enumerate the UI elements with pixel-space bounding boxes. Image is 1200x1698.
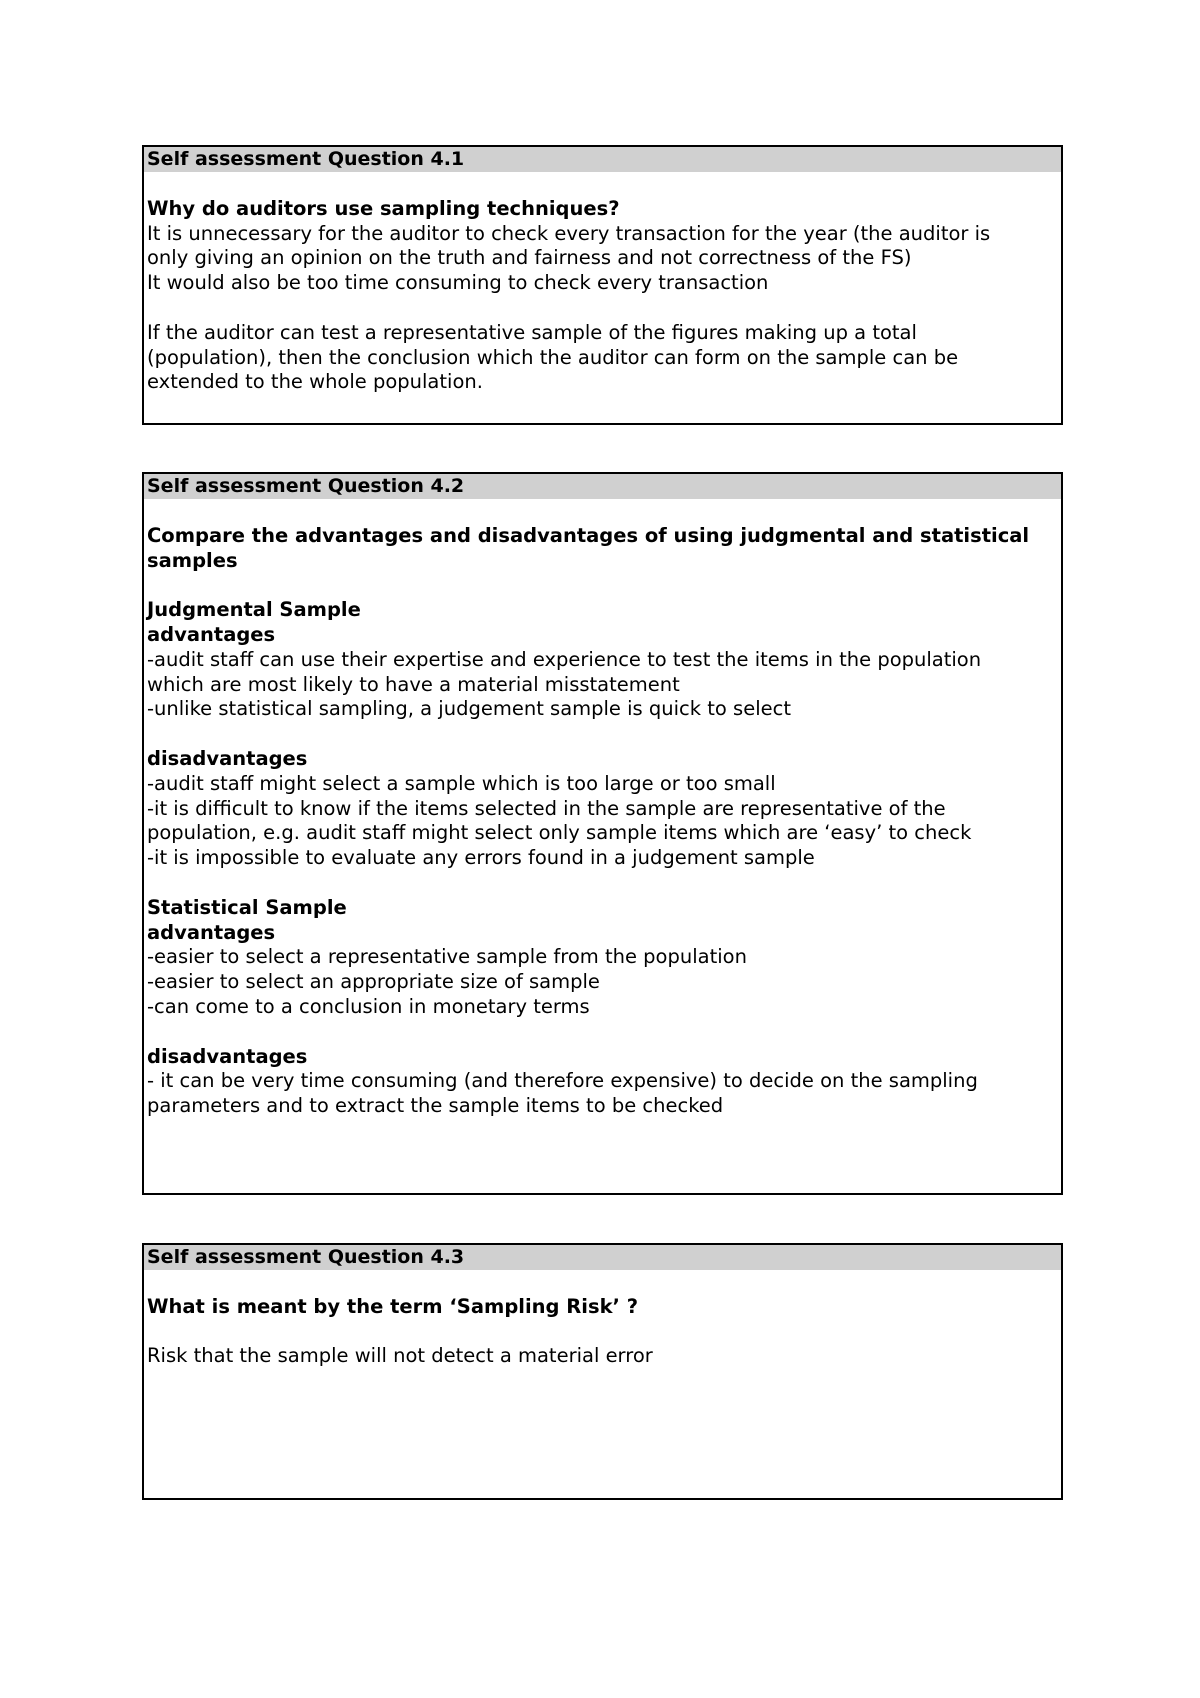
answer-line: -unlike statistical sampling, a judgement sample is quick to select bbox=[147, 697, 791, 721]
answer-line: -can come to a conclusion in monetary terms bbox=[147, 994, 590, 1018]
answer-line: Risk that the sample will not detect a material error bbox=[147, 1344, 653, 1368]
question-text: What is meant by the term ‘Sampling Risk’ ? bbox=[147, 1294, 639, 1318]
question-box-4-1 bbox=[142, 145, 1063, 425]
answer-line: It is unnecessary for the auditor to check every transaction for the year (the auditor is bbox=[147, 221, 991, 245]
question-text: Compare the advantages and disadvantages of using judgmental and statistical samples bbox=[147, 523, 1030, 572]
answer-line: -easier to select an appropriate size of sample bbox=[147, 970, 600, 994]
answer-line: population, e.g. audit staff might select only sample items which are ‘easy’ to check bbox=[147, 821, 972, 845]
section-title-statistical: Statistical Sample bbox=[147, 895, 347, 919]
question-header: Self assessment Question 4.3 bbox=[144, 1245, 1061, 1270]
question-header: Self assessment Question 4.2 bbox=[144, 474, 1061, 499]
answer-line: -audit staff might select a sample which is too large or too small bbox=[147, 771, 776, 795]
disadvantages-label: disadvantages bbox=[147, 1044, 308, 1068]
advantages-label: advantages bbox=[147, 622, 276, 646]
disadvantages-label: disadvantages bbox=[147, 746, 308, 770]
answer-line: - it can be very time consuming (and therefore expensive) to decide on the sampling bbox=[147, 1069, 978, 1093]
answer-line: which are most likely to have a material misstatement bbox=[147, 672, 680, 696]
question-box-4-3 bbox=[142, 1243, 1063, 1500]
question-body bbox=[144, 499, 1061, 1119]
answer-line: parameters and to extract the sample items to be checked bbox=[147, 1094, 724, 1118]
answer-line: (population), then the conclusion which the auditor can form on the sample can be bbox=[147, 345, 959, 369]
question-text: Why do auditors use sampling techniques? bbox=[147, 196, 620, 220]
question-box-4-2 bbox=[142, 472, 1063, 1195]
answer-line: -audit staff can use their expertise and experience to test the items in the population bbox=[147, 647, 982, 671]
answer-line: -easier to select a representative sample from the population bbox=[147, 945, 747, 969]
question-body bbox=[144, 1270, 1061, 1369]
answer-line: -it is impossible to evaluate any errors found in a judgement sample bbox=[147, 846, 815, 870]
question-body bbox=[144, 172, 1061, 395]
answer-line: If the auditor can test a representative sample of the figures making up a total bbox=[147, 320, 917, 344]
answer-line: only giving an opinion on the truth and fairness and not correctness of the FS) bbox=[147, 246, 912, 270]
advantages-label: advantages bbox=[147, 920, 276, 944]
answer-line: It would also be too time consuming to check every transaction bbox=[147, 271, 769, 295]
answer-line: -it is difficult to know if the items selected in the sample are representative of the bbox=[147, 796, 946, 820]
section-title-judgmental: Judgmental Sample bbox=[147, 598, 361, 622]
question-header: Self assessment Question 4.1 bbox=[144, 147, 1061, 172]
answer-line: extended to the whole population. bbox=[147, 370, 483, 394]
